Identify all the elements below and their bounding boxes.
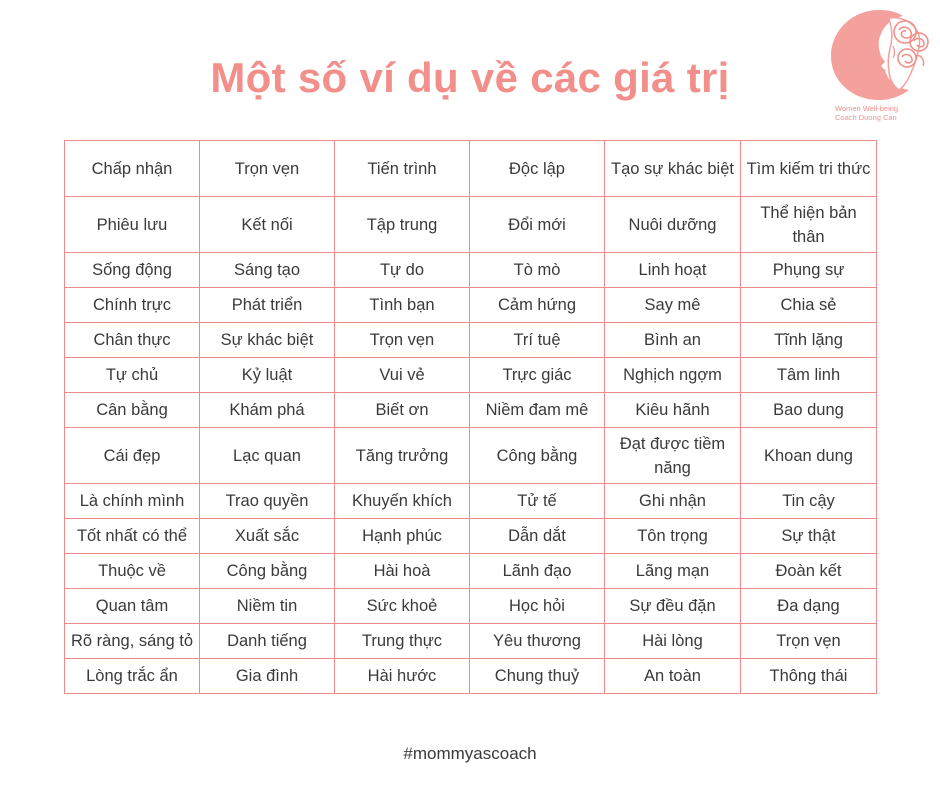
- value-cell: Nghịch ngợm: [605, 358, 741, 393]
- value-cell: Gia đình: [200, 659, 335, 694]
- value-cell: Cảm hứng: [470, 288, 605, 323]
- value-cell: Kết nối: [200, 197, 335, 253]
- value-cell: Tĩnh lặng: [741, 323, 877, 358]
- value-cell: Phiêu lưu: [65, 197, 200, 253]
- value-cell: Đạt được tiềm năng: [605, 428, 741, 484]
- value-cell: Tâm linh: [741, 358, 877, 393]
- value-cell: Niềm đam mê: [470, 393, 605, 428]
- value-cell: Danh tiếng: [200, 624, 335, 659]
- table-row: [65, 554, 877, 589]
- value-cell: Công bằng: [470, 428, 605, 484]
- value-cell: Sự thật: [741, 519, 877, 554]
- value-cell: Chân thực: [65, 323, 200, 358]
- table-row: [65, 197, 877, 253]
- value-cell: Bình an: [605, 323, 741, 358]
- value-cell: Thể hiện bản thân: [741, 197, 877, 253]
- hashtag: #mommyascoach: [403, 744, 537, 763]
- value-cell: Lạc quan: [200, 428, 335, 484]
- value-cell: Ghi nhận: [605, 484, 741, 519]
- table-row: [65, 484, 877, 519]
- table-row: [65, 428, 877, 484]
- brand-logo: [829, 6, 933, 124]
- table-row: [65, 624, 877, 659]
- value-cell: Thông thái: [741, 659, 877, 694]
- value-cell: Trí tuệ: [470, 323, 605, 358]
- value-cell: Phát triển: [200, 288, 335, 323]
- value-cell: Lãnh đạo: [470, 554, 605, 589]
- value-cell: Nuôi dưỡng: [605, 197, 741, 253]
- woman-profile-roses-icon: [829, 6, 933, 104]
- value-cell: Là chính mình: [65, 484, 200, 519]
- value-cell: Kỷ luật: [200, 358, 335, 393]
- logo-caption: [835, 104, 935, 122]
- table-row: [65, 288, 877, 323]
- value-cell: Tình bạn: [335, 288, 470, 323]
- value-cell: Niềm tin: [200, 589, 335, 624]
- value-cell: Cân bằng: [65, 393, 200, 428]
- value-cell: Tự chủ: [65, 358, 200, 393]
- value-cell: Chấp nhận: [65, 141, 200, 197]
- value-cell: Trung thực: [335, 624, 470, 659]
- value-cell: Trọn vẹn: [200, 141, 335, 197]
- value-cell: Trao quyền: [200, 484, 335, 519]
- table-row: [65, 519, 877, 554]
- value-cell: Rõ ràng, sáng tỏ: [65, 624, 200, 659]
- value-cell: Hài lòng: [605, 624, 741, 659]
- value-cell: Hạnh phúc: [335, 519, 470, 554]
- value-cell: Trực giác: [470, 358, 605, 393]
- table-row: [65, 393, 877, 428]
- value-cell: Thuộc về: [65, 554, 200, 589]
- value-cell: Linh hoạt: [605, 253, 741, 288]
- value-cell: Hài hước: [335, 659, 470, 694]
- table-row: [65, 141, 877, 197]
- value-cell: Xuất sắc: [200, 519, 335, 554]
- value-cell: Tử tế: [470, 484, 605, 519]
- value-cell: Sống động: [65, 253, 200, 288]
- value-cell: Tiến trình: [335, 141, 470, 197]
- value-cell: Quan tâm: [65, 589, 200, 624]
- value-cell: Cái đẹp: [65, 428, 200, 484]
- value-cell: Lòng trắc ẩn: [65, 659, 200, 694]
- value-cell: Tốt nhất có thể: [65, 519, 200, 554]
- page-title: Một số ví dụ về các giá trị: [210, 54, 730, 101]
- logo-line-2: Coach Duong Can: [835, 113, 897, 122]
- value-cell: Khoan dung: [741, 428, 877, 484]
- value-cell: Trọn vẹn: [741, 624, 877, 659]
- value-cell: Vui vẻ: [335, 358, 470, 393]
- values-table: [64, 140, 877, 694]
- value-cell: Tập trung: [335, 197, 470, 253]
- table-row: [65, 358, 877, 393]
- value-cell: Hài hoà: [335, 554, 470, 589]
- value-cell: Khuyến khích: [335, 484, 470, 519]
- logo-line-1: Women Well-being: [835, 104, 899, 113]
- value-cell: Chung thuỷ: [470, 659, 605, 694]
- value-cell: Tin cậy: [741, 484, 877, 519]
- table-row: [65, 253, 877, 288]
- value-cell: Độc lập: [470, 141, 605, 197]
- value-cell: Yêu thương: [470, 624, 605, 659]
- table-row: [65, 323, 877, 358]
- value-cell: Tăng trưởng: [335, 428, 470, 484]
- value-cell: Lãng mạn: [605, 554, 741, 589]
- value-cell: Biết ơn: [335, 393, 470, 428]
- value-cell: Sự đều đặn: [605, 589, 741, 624]
- value-cell: Bao dung: [741, 393, 877, 428]
- value-cell: An toàn: [605, 659, 741, 694]
- value-cell: Đa dạng: [741, 589, 877, 624]
- value-cell: Sự khác biệt: [200, 323, 335, 358]
- value-cell: Khám phá: [200, 393, 335, 428]
- value-cell: Chính trực: [65, 288, 200, 323]
- value-cell: Trọn vẹn: [335, 323, 470, 358]
- value-cell: Say mê: [605, 288, 741, 323]
- table-row: [65, 659, 877, 694]
- value-cell: Tạo sự khác biệt: [605, 141, 741, 197]
- value-cell: Chia sẻ: [741, 288, 877, 323]
- value-cell: Phụng sự: [741, 253, 877, 288]
- value-cell: Đoàn kết: [741, 554, 877, 589]
- value-cell: Tôn trọng: [605, 519, 741, 554]
- value-cell: Công bằng: [200, 554, 335, 589]
- value-cell: Tò mò: [470, 253, 605, 288]
- value-cell: Đổi mới: [470, 197, 605, 253]
- value-cell: Học hỏi: [470, 589, 605, 624]
- table-row: [65, 589, 877, 624]
- value-cell: Tìm kiếm tri thức: [741, 141, 877, 197]
- value-cell: Sức khoẻ: [335, 589, 470, 624]
- value-cell: Tự do: [335, 253, 470, 288]
- value-cell: Kiêu hãnh: [605, 393, 741, 428]
- value-cell: Dẫn dắt: [470, 519, 605, 554]
- value-cell: Sáng tạo: [200, 253, 335, 288]
